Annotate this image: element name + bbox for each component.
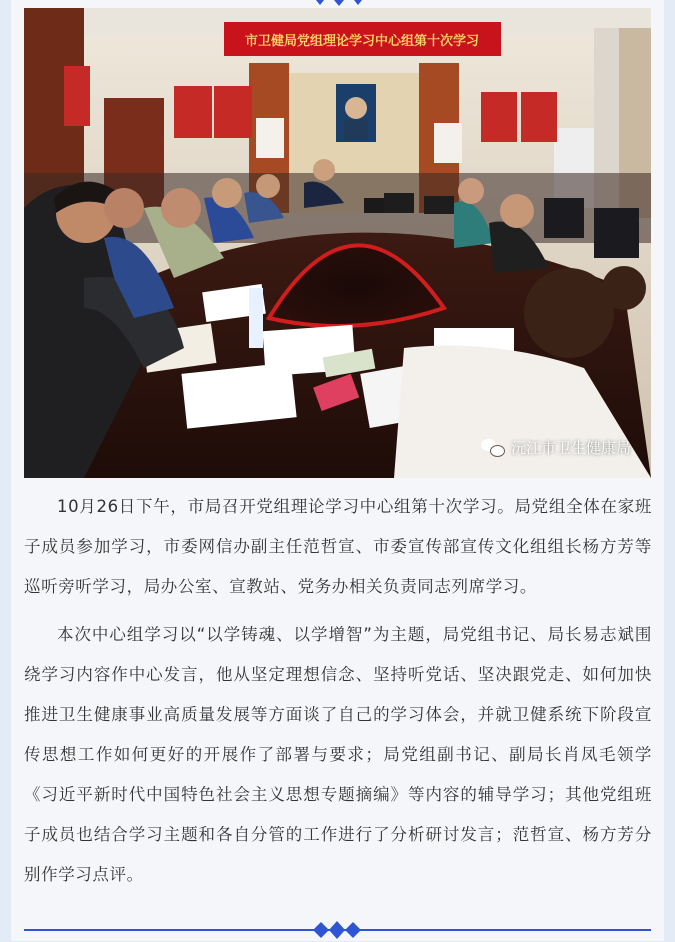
article-body [24,487,652,895]
meeting-photo [24,8,651,478]
watermark-text: 沅江市卫生健康局 [510,439,631,457]
paragraph-1: 10月26日下午，市局召开党组理论学习中心组第十次学习。局党组全体在家班子成员参加学习，市委网信办副主任范哲宣、市委宣传部宣传文化组组长杨方芳等巡听旁听学习，局办公室、宣教站、党务办相关负责同志列席学习。 [24,497,652,596]
wechat-icon [481,439,505,457]
top-diamond-divider [0,0,675,8]
watermark [481,437,631,458]
bottom-diamond-divider [24,918,651,942]
meeting-room-illustration [24,8,651,478]
paragraph-2: 本次中心组学习以“以学铸魂、以学增智”为主题，局党组书记、局长易志斌围绕学习内容作中心发言，他从坚定理想信念、坚持听党话、坚决跟党走、如何加快推进卫生健康事业高质量发展等方面谈了自己的学习体会，并就卫健系统下阶段宣传思想工作如何更好的开展作了部署与要求；局党组副书记、副局长肖凤毛领学《习近平新时代中国特色社会主义思想专题摘编》等内容的辅导学习；其他党组班子成员也结合学习主题和各自分管的工作进行了分析研讨发言；范哲宣、杨方芳分别作学习点评。 [24,625,652,884]
banner-text: 市卫健局党组理论学习中心组第十次学习 [244,34,480,49]
